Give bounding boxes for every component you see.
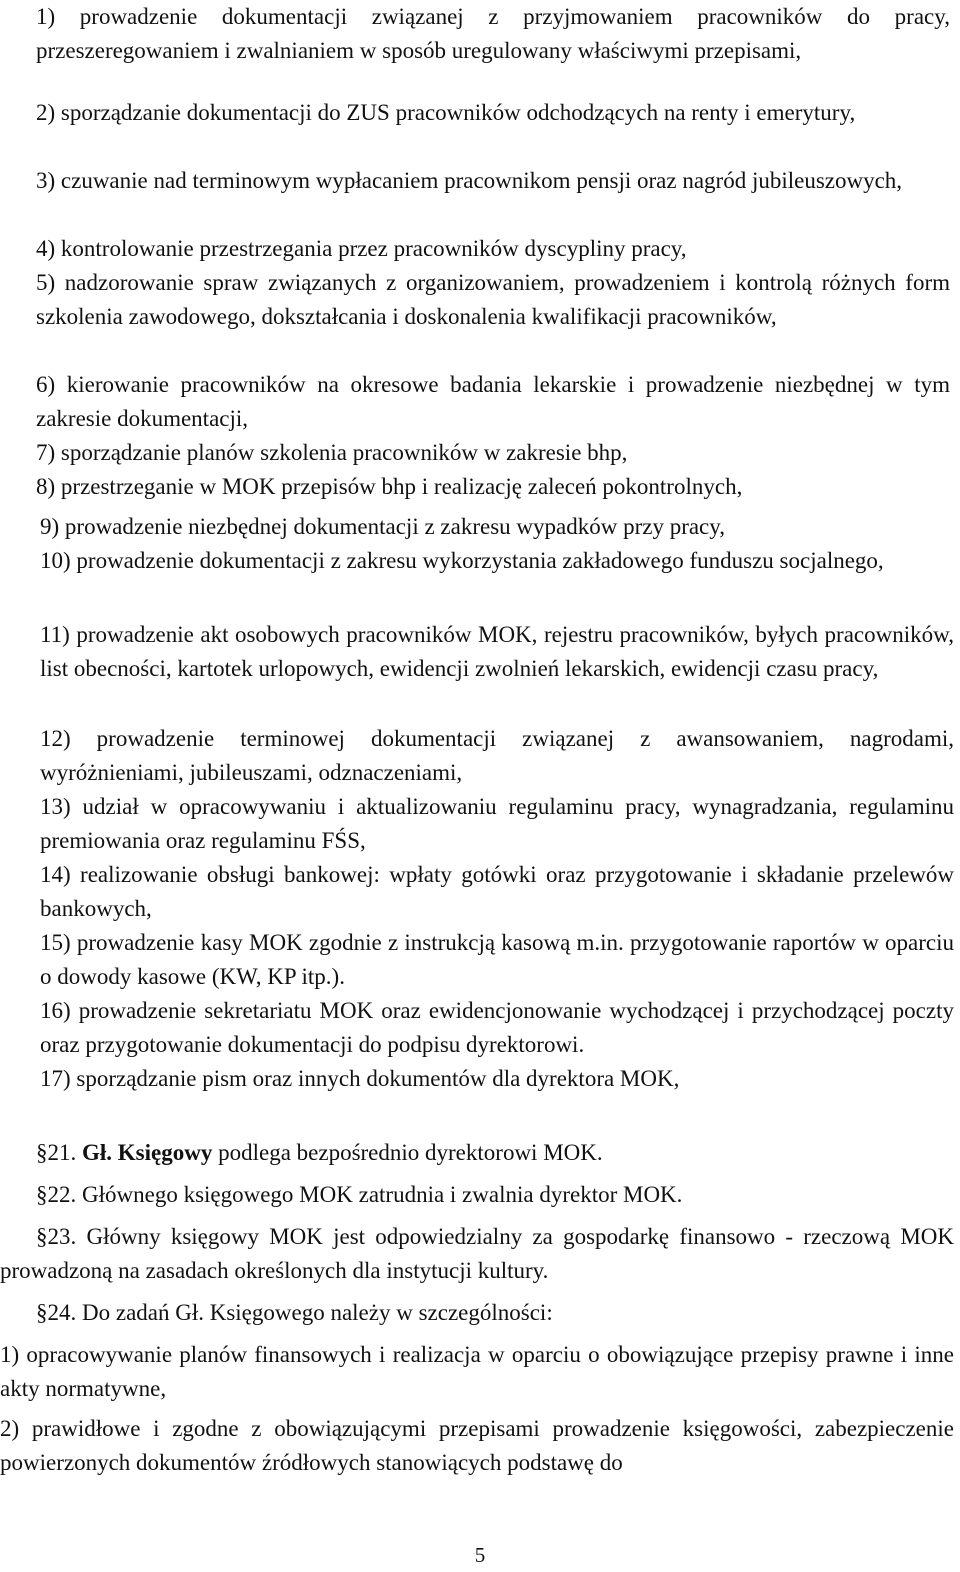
- list-item: 2) sporządzanie dokumentacji do ZUS pracowników odchodzących na renty i emerytury,: [36, 100, 856, 125]
- list-item: 6) kierowanie pracowników na okresowe badania lekarskie i prowadzenie niezbędnej w tym zakresie dokumentacji,: [36, 372, 950, 431]
- paragraph-24: §24. Do zadań Gł. Księgowego należy w szczególności:: [36, 1300, 553, 1325]
- bold-heading: Gł. Księgowy: [82, 1140, 213, 1165]
- list-item: 3) czuwanie nad terminowym wypłacaniem pracownikom pensji oraz nagród jubileuszowych,: [36, 168, 903, 193]
- list-item: 2) prawidłowe i zgodne z obowiązującymi przepisami prowadzenie księgowości, zabezpieczenie powierzonych dokumentów źródłowych stanowiących podstawę do: [0, 1416, 954, 1475]
- list-item: 16) prowadzenie sekretariatu MOK oraz ewidencjonowanie wychodzącej i przychodzącej poczty oraz przygotowanie dokumentacji do podpisu dyrektorowi.: [40, 998, 954, 1057]
- list-item: 1) opracowywanie planów finansowych i realizacja w oparciu o obowiązujące przepisy prawne i inne akty normatywne,: [0, 1342, 954, 1401]
- page-number: 5: [474, 1543, 486, 1567]
- paragraph-22: §22. Głównego księgowego MOK zatrudnia i zwalnia dyrektor MOK.: [36, 1182, 683, 1207]
- list-item: 5) nadzorowanie spraw związanych z organizowaniem, prowadzeniem i kontrolą różnych form szkolenia zawodowego, dokształcania i doskonalenia kwalifikacji pracowników,: [36, 270, 950, 329]
- list-item: 12) prowadzenie terminowej dokumentacji związanej z awansowaniem, nagrodami, wyróżnieniami, jubileuszami, odznaczeniami,: [40, 726, 954, 785]
- paragraph-text: podlega bezpośrednio dyrektorowi MOK.: [212, 1140, 603, 1165]
- list-item: 14) realizowanie obsługi bankowej: wpłaty gotówki oraz przygotowanie i składanie przelewów bankowych,: [40, 862, 954, 921]
- list-item: 8) przestrzeganie w MOK przepisów bhp i realizację zaleceń pokontrolnych,: [36, 474, 743, 499]
- list-item: 1) prowadzenie dokumentacji związanej z przyjmowaniem pracowników do pracy, przeszeregowaniem i zwalnianiem w sposób uregulowany właściwymi przepisami,: [36, 4, 950, 63]
- list-item: 7) sporządzanie planów szkolenia pracowników w zakresie bhp,: [36, 440, 628, 465]
- paragraph-23: §23. Główny księgowy MOK jest odpowiedzialny za gospodarkę finansowo - rzeczową MOK prowadzoną na zasadach określonych dla instytucji kultury.: [0, 1224, 954, 1283]
- list-item: 10) prowadzenie dokumentacji z zakresu wykorzystania zakładowego funduszu socjalnego,: [40, 548, 884, 573]
- list-item: 13) udział w opracowywaniu i aktualizowaniu regulaminu pracy, wynagradzania, regulaminu premiowania oraz regulaminu FŚS,: [40, 794, 954, 853]
- list-item: 11) prowadzenie akt osobowych pracowników MOK, rejestru pracowników, byłych pracowników, list obecności, kartotek urlopowych, ewidencji zwolnień lekarskich, ewidencji czasu pracy,: [40, 622, 954, 681]
- list-item: 4) kontrolowanie przestrzegania przez pracowników dyscypliny pracy,: [36, 236, 687, 261]
- section-number: §21.: [36, 1140, 77, 1165]
- list-item: 9) prowadzenie niezbędnej dokumentacji z zakresu wypadków przy pracy,: [40, 514, 726, 539]
- paragraph-21: [0, 1136, 954, 1170]
- list-item: 17) sporządzanie pism oraz innych dokumentów dla dyrektora MOK,: [40, 1066, 680, 1091]
- list-item: 15) prowadzenie kasy MOK zgodnie z instrukcją kasową m.in. przygotowanie raportów w oparciu o dowody kasowe (KW, KP itp.).: [40, 930, 954, 989]
